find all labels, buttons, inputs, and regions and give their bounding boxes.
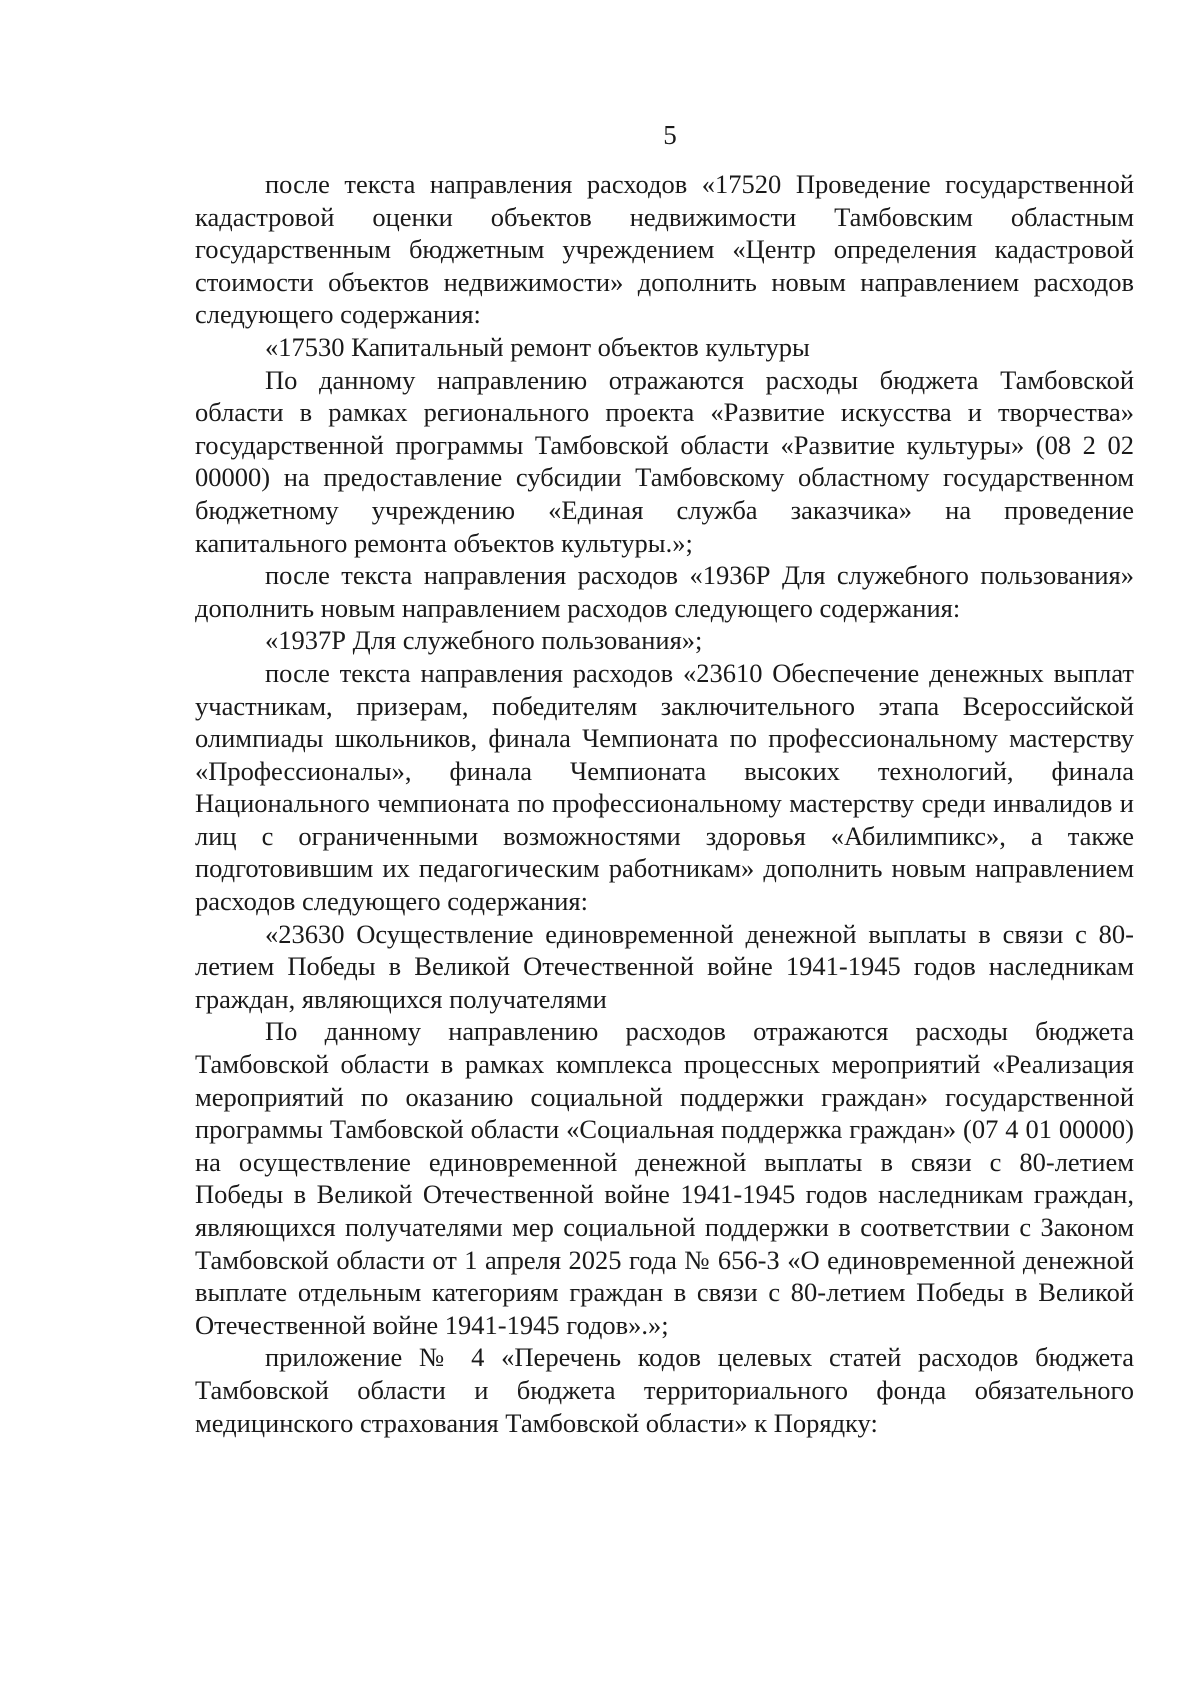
paragraph-appendix-4: приложение № 4 «Перечень кодов целевых статей расходов бюджета Тамбовской области и бюджета территориального фонда обязательного медицинского страхования Тамбовской области» к Порядку: [195, 1342, 1134, 1438]
page-number: 5 [663, 120, 677, 150]
paragraph-23630-description: По данному направлению расходов отражаются расходы бюджета Тамбовской области в рамках комплекса процессных мероприятий «Реализация мероприятий по оказанию социальной поддержки граждан» государственной программы Тамбовской области «Социальная поддержка граждан» (07 4 01 00000) на осуществление единовременной денежной выплаты в связи с 80-летием Победы в Великой Отечественной войне 1941-1945 годов наследникам граждан, являющихся получателями мер социальной поддержки в соответствии с Законом Тамбовской области от 1 апреля 2025 года № 656-З «О единовременной денежной выплате отдельным категориям граждан в связи с 80-летием Победы в Великой Отечественной войне 1941-1945 годов».»; [195, 1016, 1134, 1340]
paragraph-17530-heading: «17530 Капитальный ремонт объектов культуры [265, 331, 810, 362]
paragraph-17530-description: По данному направлению отражаются расходы бюджета Тамбовской области в рамках регионального проекта «Развитие искусства и творчества» государственной программы Тамбовской области «Развитие культуры» (08 2 02 00000) на предоставление субсидии Тамбовскому областному государственном бюджетному учреждению «Единая служба заказчика» на проведение капитального ремонта объектов культуры.»; [195, 364, 1134, 558]
paragraph-23630-heading: «23630 Осуществление единовременной денежной выплаты в связи с 80-летием Победы в Великой Отечественной войне 1941-1945 годов наследникам граждан, являющихся получателями [195, 918, 1134, 1014]
paragraph-insert-after-17520: после текста направления расходов «17520 Проведение государственной кадастровой оценки объектов недвижимости Тамбовским областным государственным бюджетным учреждением «Центр определения кадастровой стоимости объектов недвижимости» дополнить новым направлением расходов следующего содержания: [195, 169, 1134, 330]
paragraph-insert-after-1936r: после текста направления расходов «1936Р Для служебного пользования» дополнить новым направлением расходов следующего содержания: [195, 560, 1134, 623]
paragraph-insert-after-23610: после текста направления расходов «23610 Обеспечение денежных выплат участникам, призерам, победителям заключительного этапа Всероссийской олимпиады школьников, финала Чемпионата по профессиональному мастерству «Профессионалы», финала Чемпионата высоких технологий, финала Национального чемпионата по профессиональному мастерству среди инвалидов и лиц с ограниченными возможностями здоровья «Абилимпикс», а также подготовившим их педагогическим работникам» дополнить новым направлением расходов следующего содержания: [195, 657, 1134, 917]
paragraph-1937r-heading: «1937Р Для служебного пользования»; [265, 625, 703, 656]
document-body [195, 168, 1134, 1439]
